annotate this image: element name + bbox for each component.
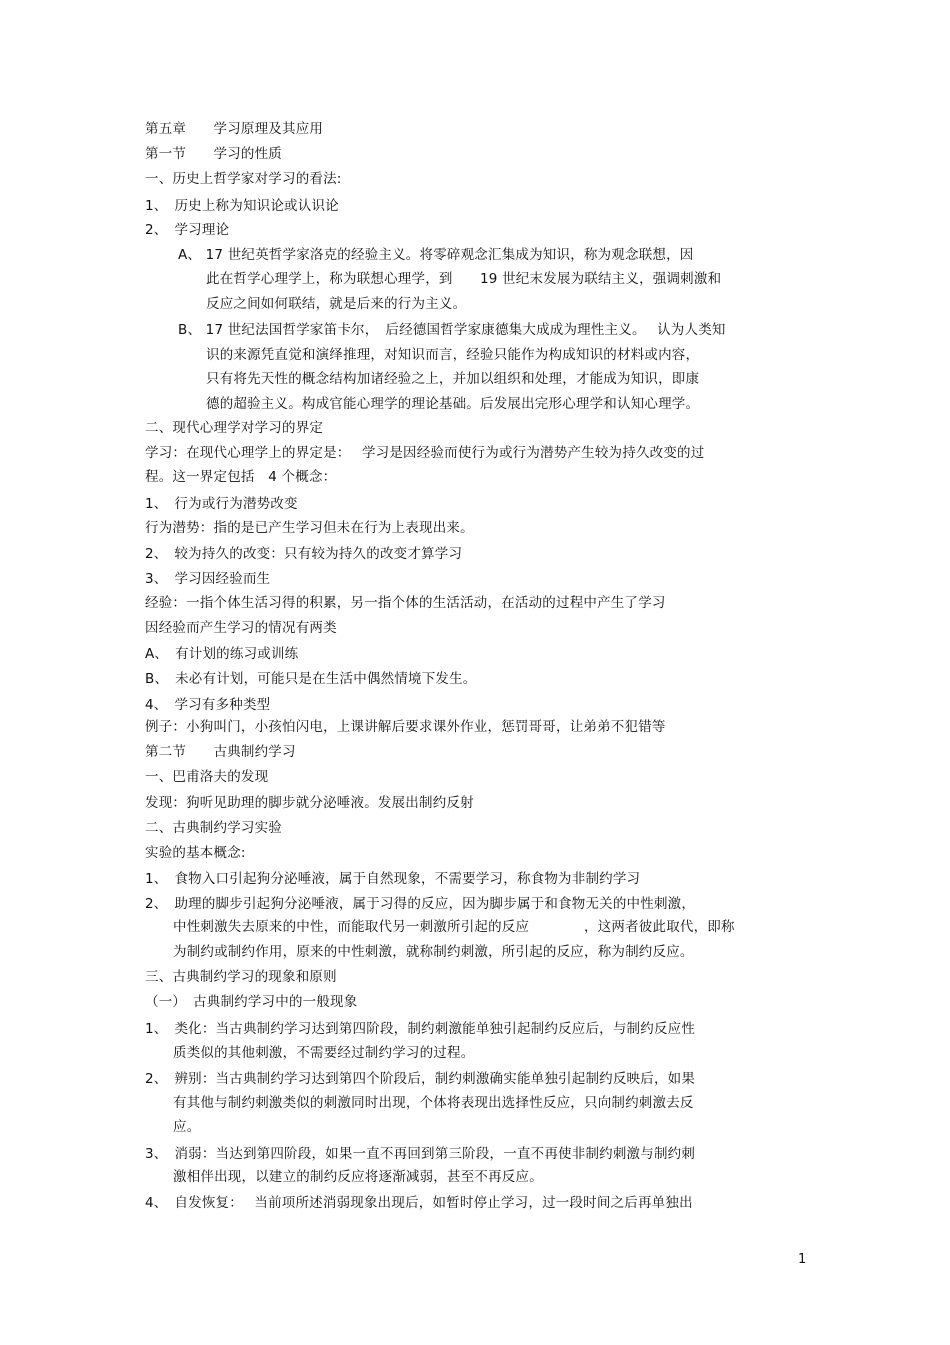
list-item: 2、 较为持久的改变：只有较为持久的改变才算学习 [145, 546, 463, 562]
list-item: 2、 学习理论 [145, 222, 230, 238]
heading: 二、古典制约学习实验 [145, 820, 282, 836]
paragraph-line: 为制约或制约作用，原来的中性刺激，就称制约刺激，所引起的反应，称为制约反应。 [173, 944, 694, 960]
paragraph-line: 行为潜势：指的是已产生学习但未在行为上表现出来。 [145, 520, 474, 536]
section-title: 第一节 学习的性质 [145, 146, 282, 162]
list-item: 3、 学习因经验而生 [145, 571, 271, 587]
paragraph-line: B、 17 世纪法国哲学家笛卡尔， 后经德国哲学家康德集大成成为理性主义。 认为人类知 [178, 322, 726, 338]
list-item: 2、 辨别：当古典制约学习达到第四个阶段后，制约刺激确实能单独引起制约反映后，如果 [145, 1071, 696, 1087]
list-item: 1、 行为或行为潜势改变 [145, 496, 298, 512]
paragraph-line: 只有将先天性的概念结构加诸经验之上，并加以组织和处理，才能成为知识，即康 [206, 371, 700, 387]
heading: 三、古典制约学习的现象和原则 [145, 969, 337, 985]
paragraph-line: A、 17 世纪英哲学家洛克的经验主义。将零碎观念汇集成为知识，称为观念联想，因 [178, 247, 694, 263]
paragraph-line: 激相伴出现，以建立的制约反应将逐渐减弱，甚至不再反应。 [173, 1169, 543, 1185]
section-title: 第二节 古典制约学习 [145, 744, 296, 760]
heading: 一、巴甫洛夫的发现 [145, 769, 269, 785]
heading: 一、历史上哲学家对学习的看法: [145, 171, 342, 187]
list-item: 4、 自发恢复： 当前项所述消弱现象出现后，如暂时停止学习，过一段时间之后再单独出 [145, 1195, 693, 1211]
paragraph-line: 德的超验主义。构成官能心理学的理论基础。后发展出完形心理学和认知心理学。 [206, 396, 700, 412]
list-item: 2、 助理的脚步引起狗分泌唾液，属于习得的反应，因为脚步属于和食物无关的中性刺激， [145, 896, 696, 912]
paragraph-line: 实验的基本概念: [145, 845, 246, 861]
list-item: B、 未必有计划，可能只是在生活中偶然情境下发生。 [145, 671, 477, 687]
paragraph-line: 发现：狗听见助理的脚步就分泌唾液。发展出制约反射 [145, 795, 474, 811]
list-item: 1、 类化：当古典制约学习达到第四阶段，制约刺激能单独引起制约反应后，与制约反应性 [145, 1021, 696, 1037]
chapter-title: 第五章 学习原理及其应用 [145, 121, 324, 137]
list-item: 1、 食物入口引起狗分泌唾液，属于自然现象，不需要学习，称食物为非制约学习 [145, 871, 641, 887]
paragraph-line: 学习：在现代心理学上的界定是： 学习是因经验而使行为或行为潜势产生较为持久改变的过 [145, 445, 705, 461]
page-number: 1 [798, 1252, 807, 1267]
subheading: （一） 古典制约学习中的一般现象 [145, 994, 358, 1010]
paragraph-line: 例子：小狗叫门，小孩怕闪电，上课讲解后要求课外作业，惩罚哥哥，让弟弟不犯错等 [145, 719, 666, 735]
list-item: 1、 历史上称为知识论或认识论 [145, 198, 339, 214]
paragraph-line: 识的来源凭直觉和演绎推理，对知识而言，经验只能作为构成知识的材料或内容， [206, 347, 700, 363]
list-item: A、 有计划的练习或训练 [145, 646, 299, 662]
paragraph-line: 质类似的其他刺激，不需要经过制约学习的过程。 [173, 1045, 475, 1061]
paragraph-line: 有其他与制约刺激类似的刺激同时出现，个体将表现出选择性反应，只向制约刺激去反 [173, 1095, 694, 1111]
list-item: 4、 学习有多种类型 [145, 697, 271, 713]
list-item: 3、 消弱：当达到第四阶段，如果一直不再回到第三阶段，一直不再使非制约刺激与制约刺 [145, 1146, 696, 1162]
paragraph-line: 此在哲学心理学上，称为联想心理学，到 19 世纪末发展为联结主义，强调刺激和 [206, 271, 722, 287]
paragraph-line: 因经验而产生学习的情况有两类 [145, 620, 337, 636]
paragraph-line: 应。 [173, 1119, 201, 1135]
paragraph-line: 中性刺激失去原来的中性，而能取代另一刺激所引起的反应 ，这两者彼此取代，即称 [173, 919, 735, 935]
paragraph-line: 经验：一指个体生活习得的积累，另一指个体的生活活动，在活动的过程中产生了学习 [145, 595, 666, 611]
heading: 二、现代心理学对学习的界定 [145, 420, 324, 436]
paragraph-line: 反应之间如何联结，就是后来的行为主义。 [206, 296, 467, 312]
paragraph-line: 程。这一界定包括 4 个概念： [145, 469, 337, 485]
